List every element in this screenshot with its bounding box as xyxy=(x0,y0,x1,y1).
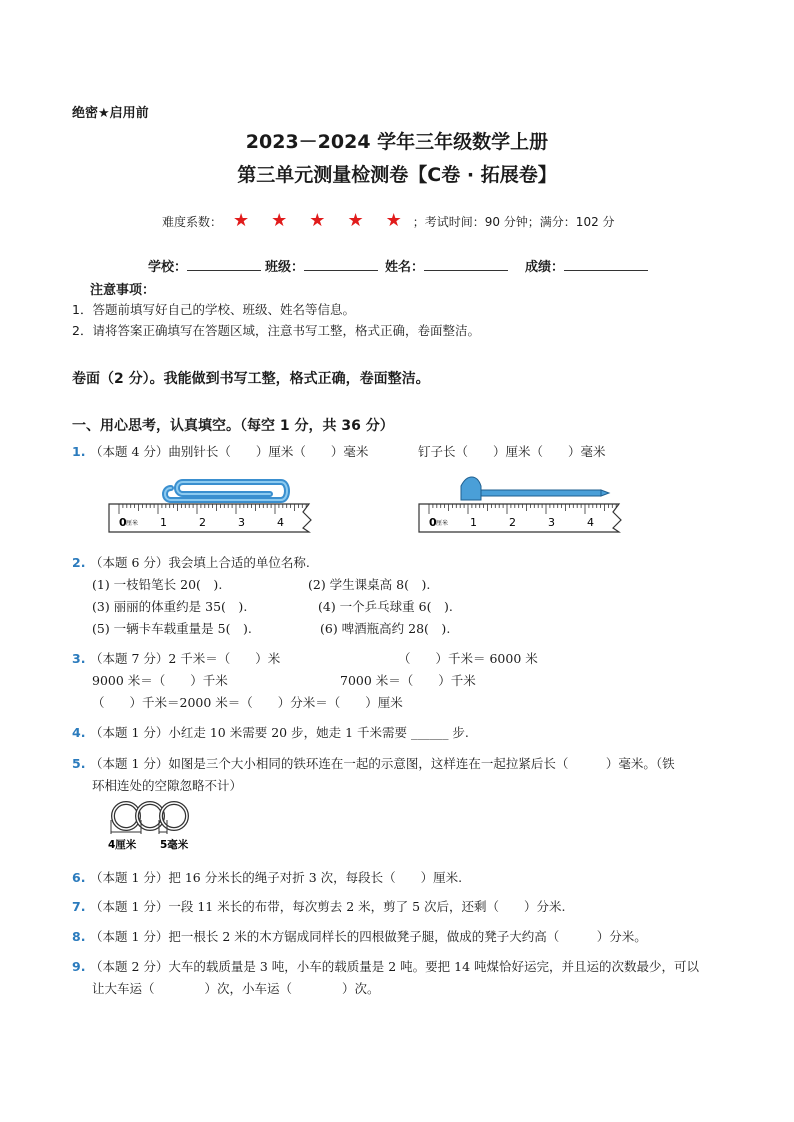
ring-diameter-label: 4厘米 xyxy=(108,839,137,851)
star-icon: ★ xyxy=(385,210,402,231)
page-neatness-score: 卷面（2 分）。我能做到书写工整，格式正确，卷面整洁。 xyxy=(72,371,430,387)
question-4: 4. （本题 1 分）小红走 10 米需要 20 步，她走 1 千米需要 ______ 步. xyxy=(72,722,469,744)
question-number: 9. xyxy=(72,959,86,974)
section-1-heading: 一、用心思考，认真填空。（每空 1 分，共 36 分） xyxy=(72,418,394,434)
question-number: 1. xyxy=(72,444,86,459)
ruler-unit-label: 厘米 xyxy=(436,520,449,527)
question-2-item: (4) 一个乒乓球重 6( ). xyxy=(318,599,453,614)
ruler-icon xyxy=(419,504,621,532)
question-number: 4. xyxy=(72,725,86,740)
question-6: 6. （本题 1 分）把 16 分米长的绳子对折 3 次，每段长（ ）厘米. xyxy=(72,867,462,889)
ruler-tick-label: 3 xyxy=(238,516,245,529)
question-number: 3. xyxy=(72,651,86,666)
question-3-item: （ ）千米＝2000 米＝（ ）分米＝（ ）厘米 xyxy=(92,695,403,710)
ruler-tick-label: 0 xyxy=(429,516,437,529)
question-9-continued: 让大车运（ ）次，小车运（ ）次。 xyxy=(92,981,380,996)
notes-heading: 注意事项： xyxy=(90,283,156,298)
question-3-item: 9000 米＝（ ）千米 xyxy=(92,673,228,688)
ruler-tick-label: 1 xyxy=(160,516,167,529)
ruler-nail-figure xyxy=(415,470,637,536)
question-number: 8. xyxy=(72,929,86,944)
question-2-item: (3) 丽丽的体重约是 35( ). xyxy=(92,599,248,614)
note-item: 1．答题前填写好自己的学校、班级、姓名等信息。 xyxy=(72,302,355,317)
question-5-continued: 环相连处的空隙忽略不计） xyxy=(92,778,243,793)
question-2: 2. （本题 6 分）我会填上合适的单位名称. xyxy=(72,552,310,574)
question-number: 6. xyxy=(72,870,86,885)
question-1-clip: （本题 4 分）曲别针长（ ）厘米（ ）毫米 xyxy=(89,444,369,459)
name-field[interactable]: 姓名： xyxy=(385,256,508,275)
score-field[interactable]: 成绩： xyxy=(525,256,648,275)
question-1 xyxy=(72,441,368,463)
exam-title: 2023－2024 学年三年级数学上册 xyxy=(245,131,549,153)
difficulty-label: 难度系数： xyxy=(162,214,223,229)
ruler-tick-label: 2 xyxy=(199,516,206,529)
question-2-item: (5) 一辆卡车载重量是 5( ). xyxy=(92,621,252,636)
question-9: 9. （本题 2 分）大车的载质量是 3 吨，小车的载质量是 2 吨。要把 14 吨煤恰好运完，并且运的次数最少，可以 xyxy=(72,956,699,978)
question-3-item: （ ）千米＝ 6000 米 xyxy=(398,651,538,666)
ruler-icon xyxy=(109,504,311,532)
ruler-tick-label: 2 xyxy=(509,516,516,529)
star-icon: ★ xyxy=(309,210,326,231)
question-5: 5. （本题 1 分）如图是三个大小相同的铁环连在一起的示意图，这样连在一起拉紧后长（ ）毫米。（铁 xyxy=(72,753,675,775)
ring-thickness-label: 5毫米 xyxy=(160,839,189,851)
question-3: 3. （本题 7 分）2 千米＝（ ）米 xyxy=(72,648,280,670)
school-field[interactable]: 学校： xyxy=(148,256,261,275)
question-2-item: (1) 一枝铅笔长 20( ). xyxy=(92,577,223,592)
note-item: 2．请将答案正确填写在答题区域，注意书写工整，格式正确，卷面整洁。 xyxy=(72,323,480,338)
ruler-tick-label: 0 xyxy=(119,516,127,529)
exam-subtitle: 第三单元测量检测卷【C卷 · 拓展卷】 xyxy=(237,164,557,186)
ruler-tick-label: 4 xyxy=(277,516,284,529)
question-7: 7. （本题 1 分）一段 11 米长的布带，每次剪去 2 米，剪了 5 次后，还剩（ ）分米. xyxy=(72,896,566,918)
question-number: 7. xyxy=(72,899,86,914)
question-1-nail: 钉子长（ ）厘米（ ）毫米 xyxy=(418,444,606,459)
paperclip-icon xyxy=(165,482,287,500)
difficulty-row xyxy=(162,212,615,230)
question-3-item: 7000 米＝（ ）千米 xyxy=(340,673,476,688)
ruler-unit-label: 厘米 xyxy=(126,520,139,527)
ruler-tick-label: 4 xyxy=(587,516,594,529)
question-2-item: (2) 学生课桌高 8( ). xyxy=(308,577,431,592)
star-icon: ★ xyxy=(271,210,288,231)
nail-icon xyxy=(461,477,609,500)
confidential-label: 绝密★启用前 xyxy=(72,106,149,121)
iron-rings-figure xyxy=(104,800,214,852)
iron-rings-icon xyxy=(113,803,187,829)
question-2-item: (6) 啤酒瓶高约 28( ). xyxy=(320,621,451,636)
star-icon: ★ xyxy=(233,210,250,231)
question-8: 8. （本题 1 分）把一根长 2 米的木方锯成同样长的四根做凳子腿，做成的凳子大约高（ ）分米。 xyxy=(72,926,647,948)
question-number: 5. xyxy=(72,756,86,771)
star-icon: ★ xyxy=(347,210,364,231)
exam-time-score: ；考试时间：90 分钟；满分：102 分 xyxy=(412,214,615,229)
ruler-tick-label: 3 xyxy=(548,516,555,529)
class-field[interactable]: 班级： xyxy=(265,256,378,275)
ruler-paperclip-figure xyxy=(105,470,327,536)
ruler-tick-label: 1 xyxy=(470,516,477,529)
question-number: 2. xyxy=(72,555,86,570)
